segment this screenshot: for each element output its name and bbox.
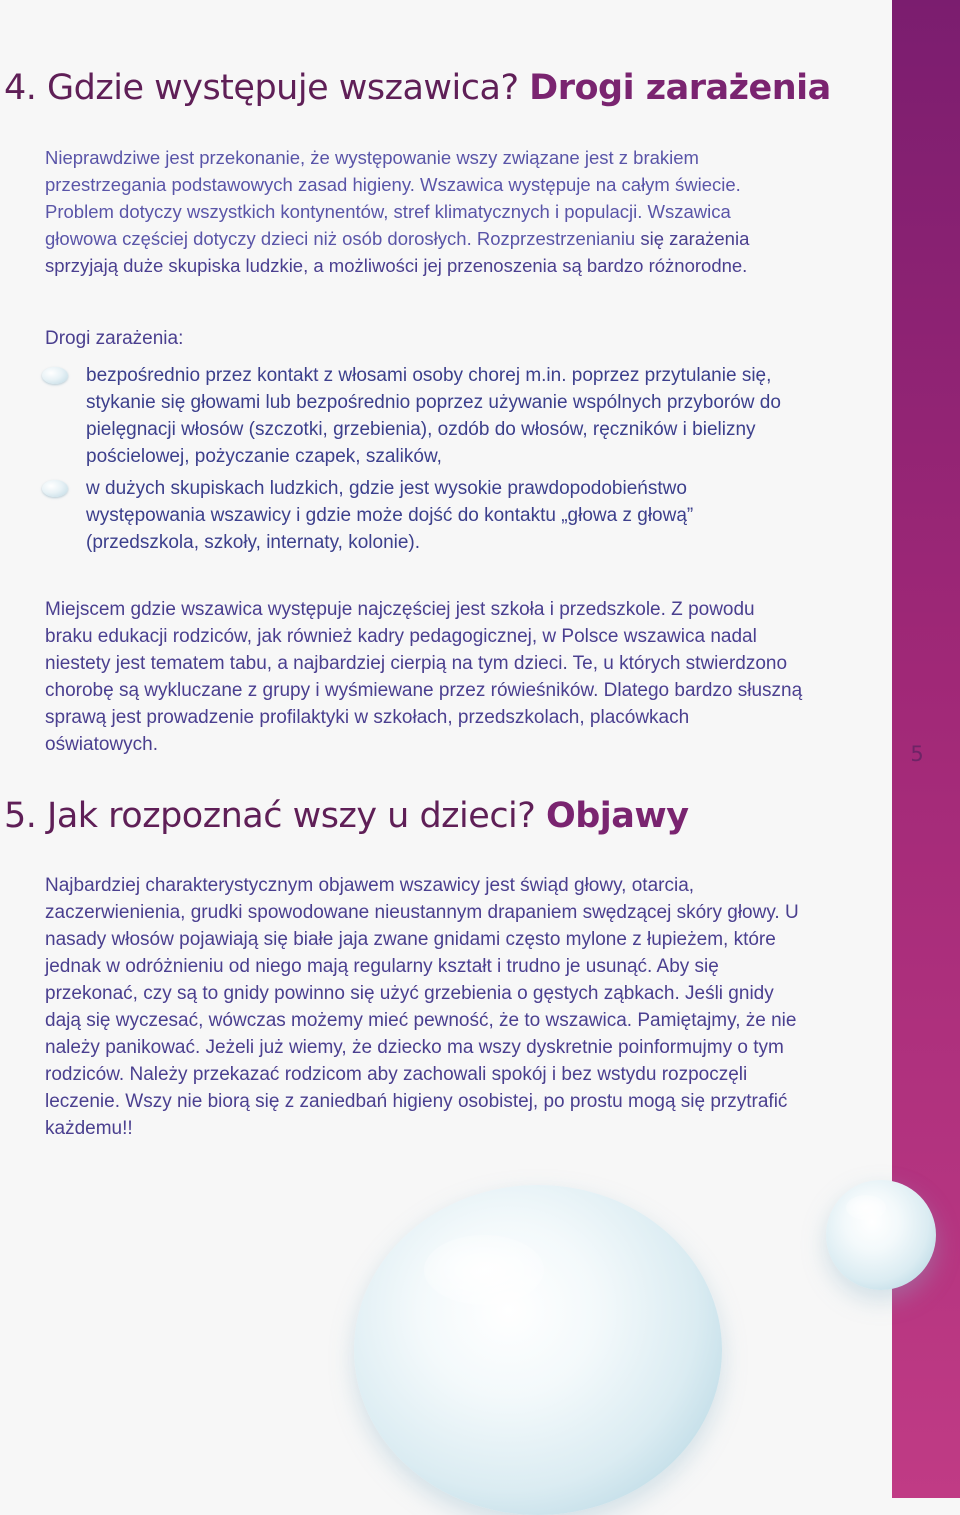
route-text: bezpośrednio przez kontakt z włosami osoby chorej m.in. poprzez przytulanie się, stykanie się głowami lub bezpośrednio poprzez używanie wspólnych przyborów do pielęgnacji włosów (szczotki, grzebienia), ozdób do włosów, ręczników i bielizny pościelowej, pożyczanie czapek, szalików, bbox=[86, 365, 781, 467]
intro-lead: Nieprawdziwe jest przekonanie, że występowanie wszy związane jest z brakiem przestrzegania podstawowych zasad higieny. Wszawica występuje na całym świecie. Problem dotyczy wszystkich kontynentów, stref klimatycznych i populacji. Wszawica głowowa częściej dotyczy dzieci niż osób dorosłych. Rozprzestrzenianiu bbox=[45, 147, 741, 249]
intro-rest: się zarażenia sprzyjają duże skupiska ludzkie, a możliwości jej przenoszenia są bardzo różnorodne. bbox=[45, 228, 750, 276]
section-5-title: 5. Jak rozpoznać wszy u dzieci? bbox=[4, 796, 536, 836]
section-4-intro bbox=[45, 144, 805, 279]
list-item bbox=[40, 475, 810, 556]
list-item bbox=[40, 362, 810, 470]
route-text: w dużych skupiskach ludzkich, gdzie jest wysokie prawdopodobieństwo występowania wszawicy i gdzie może dojść do kontaktu „głowa z głową” (przedszkola, szkoły, internaty, kolonie). bbox=[86, 478, 694, 553]
section-4-paragraph: Miejscem gdzie wszawica występuje najczęściej jest szkoła i przedszkole. Z powodu braku edukacji rodziców, jak również kadry pedagogicznej, w Polsce wszawica nadal niestety jest tematem tabu, a najbardziej cierpią na tym dzieci. Te, u których stwierdzono chorobę są wykluczane z grupy i wyśmiewane przez rówieśników. Dlatego bardzo słuszną sprawą jest prowadzenie profilaktyki w szkołach, przedszkolach, placówkach oświatowych. bbox=[45, 599, 803, 755]
section-5-heading bbox=[4, 796, 689, 836]
section-4-heading bbox=[4, 68, 831, 108]
bubble-bullet-icon bbox=[42, 480, 68, 497]
section-5-paragraph: Najbardziej charakterystycznym objawem wszawicy jest świąd głowy, otarcia, zaczerwienienia, grudki spowodowane nieustannym drapaniem swędzącej skóry głowy. U nasady włosów pojawiają się białe jaja zwane gnidami często mylone z łupieżem, które jednak w odróżnieniu od niego mają regularny kształt i trudno je usunąć. Aby się przekonać, czy są to gnidy powinno się użyć grzebienia o gęstych ząbkach. Jeśli gnidy dają się wyczesać, wówczas możemy mieć pewność, że to wszawica. Pamiętajmy, że nie należy panikować. Jeżeli już wiemy, że dziecko ma wszy dyskretnie poinformujmy o tym rodziców. Należy przekazać rodzicom aby zachowali spokój i bez wstydu rozpoczęli leczenie. Wszy nie biorą się z zaniedbań higieny osobistej, po prostu mogą się przytrafić każdemu!! bbox=[45, 875, 799, 1139]
section-4-title-bold: Drogi zarażenia bbox=[529, 68, 831, 108]
section-4-title: 4. Gdzie występuje wszawica? bbox=[4, 68, 519, 108]
routes-label: Drogi zarażenia: bbox=[45, 328, 184, 349]
bubble-bullet-icon bbox=[42, 367, 68, 384]
page-number: 5 bbox=[910, 742, 924, 766]
routes-list bbox=[40, 362, 810, 556]
decorative-bubble-icon bbox=[354, 1185, 722, 1515]
section-5-title-bold: Objawy bbox=[546, 796, 689, 836]
decorative-bubble-icon bbox=[826, 1180, 936, 1290]
